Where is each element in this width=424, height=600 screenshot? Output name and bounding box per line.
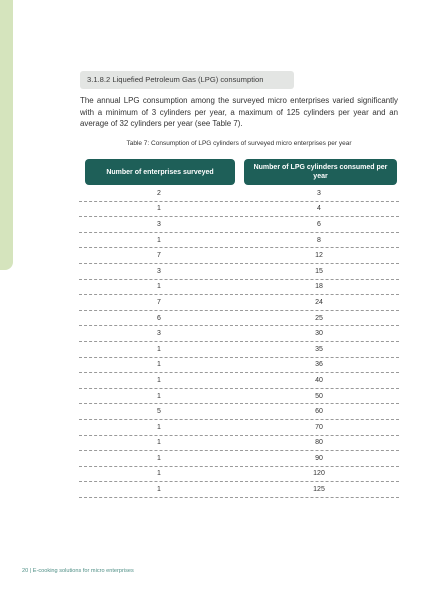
table-row: [79, 202, 399, 218]
section-heading: 3.1.8.2 Liquefied Petroleum Gas (LPG) consumption: [80, 71, 294, 89]
cell-cylinders: 36: [315, 361, 323, 369]
cell-cylinders: 3: [317, 189, 321, 197]
table-row: [79, 467, 399, 483]
cell-cylinders: 25: [315, 314, 323, 322]
cell-cylinders: 12: [315, 252, 323, 260]
cell-cylinders: 24: [315, 298, 323, 306]
cell-enterprises: 7: [157, 252, 161, 260]
table-row: [79, 217, 399, 233]
cell-enterprises: 1: [157, 345, 161, 353]
table-row: [79, 373, 399, 389]
table-row: [79, 248, 399, 264]
cell-enterprises: 1: [157, 423, 161, 431]
table-row: [79, 342, 399, 358]
page-footer: 20 | E-cooking solutions for micro enterprises: [22, 568, 134, 574]
cell-cylinders: 15: [315, 267, 323, 275]
table-row: [79, 280, 399, 296]
cell-cylinders: 18: [315, 283, 323, 291]
cell-cylinders: 8: [317, 236, 321, 244]
table-row: [79, 404, 399, 420]
cell-cylinders: 50: [315, 392, 323, 400]
cell-enterprises: 7: [157, 298, 161, 306]
table-row: [79, 482, 399, 498]
table-row: [79, 389, 399, 405]
table-row: [79, 451, 399, 467]
cell-enterprises: 1: [157, 205, 161, 213]
table-row: [79, 311, 399, 327]
table-row: [79, 436, 399, 452]
table-caption: Table 7: Consumption of LPG cylinders of surveyed micro enterprises per year: [126, 140, 352, 147]
table-row: [79, 326, 399, 342]
table-row: [79, 295, 399, 311]
cell-enterprises: 3: [157, 220, 161, 228]
cell-enterprises: 1: [157, 439, 161, 447]
column-header-enterprises: Number of enterprises surveyed: [85, 159, 235, 185]
cell-cylinders: 80: [315, 439, 323, 447]
cell-cylinders: 120: [313, 470, 325, 478]
cell-cylinders: 70: [315, 423, 323, 431]
cell-enterprises: 3: [157, 267, 161, 275]
cell-enterprises: 1: [157, 454, 161, 462]
cell-cylinders: 35: [315, 345, 323, 353]
column-header-cylinders: Number of LPG cylinders consumed per year: [244, 159, 397, 185]
cell-enterprises: 1: [157, 283, 161, 291]
cell-enterprises: 6: [157, 314, 161, 322]
body-paragraph: The annual LPG consumption among the surveyed micro enterprises varied significantly with a minimum of 3 cylinders per year, a maximum of 125 cylinders per year and an average of 32 cylinders per year (see Table 7).: [80, 96, 398, 128]
cell-enterprises: 1: [157, 236, 161, 244]
cell-cylinders: 40: [315, 376, 323, 384]
cell-cylinders: 90: [315, 454, 323, 462]
cell-enterprises: 2: [157, 189, 161, 197]
cell-enterprises: 1: [157, 392, 161, 400]
table-row: [79, 233, 399, 249]
cell-enterprises: 1: [157, 470, 161, 478]
cell-enterprises: 1: [157, 486, 161, 494]
cell-enterprises: 1: [157, 361, 161, 369]
table-row: [79, 420, 399, 436]
side-accent-band: [0, 0, 13, 270]
table-body: [79, 186, 399, 498]
cell-cylinders: 60: [315, 408, 323, 416]
cell-cylinders: 6: [317, 220, 321, 228]
table-row: [79, 186, 399, 202]
cell-cylinders: 4: [317, 205, 321, 213]
table-row: [79, 264, 399, 280]
cell-enterprises: 1: [157, 376, 161, 384]
cell-cylinders: 30: [315, 330, 323, 338]
table-row: [79, 358, 399, 374]
cell-enterprises: 3: [157, 330, 161, 338]
cell-enterprises: 5: [157, 408, 161, 416]
cell-cylinders: 125: [313, 486, 325, 494]
table-header: [85, 159, 397, 185]
